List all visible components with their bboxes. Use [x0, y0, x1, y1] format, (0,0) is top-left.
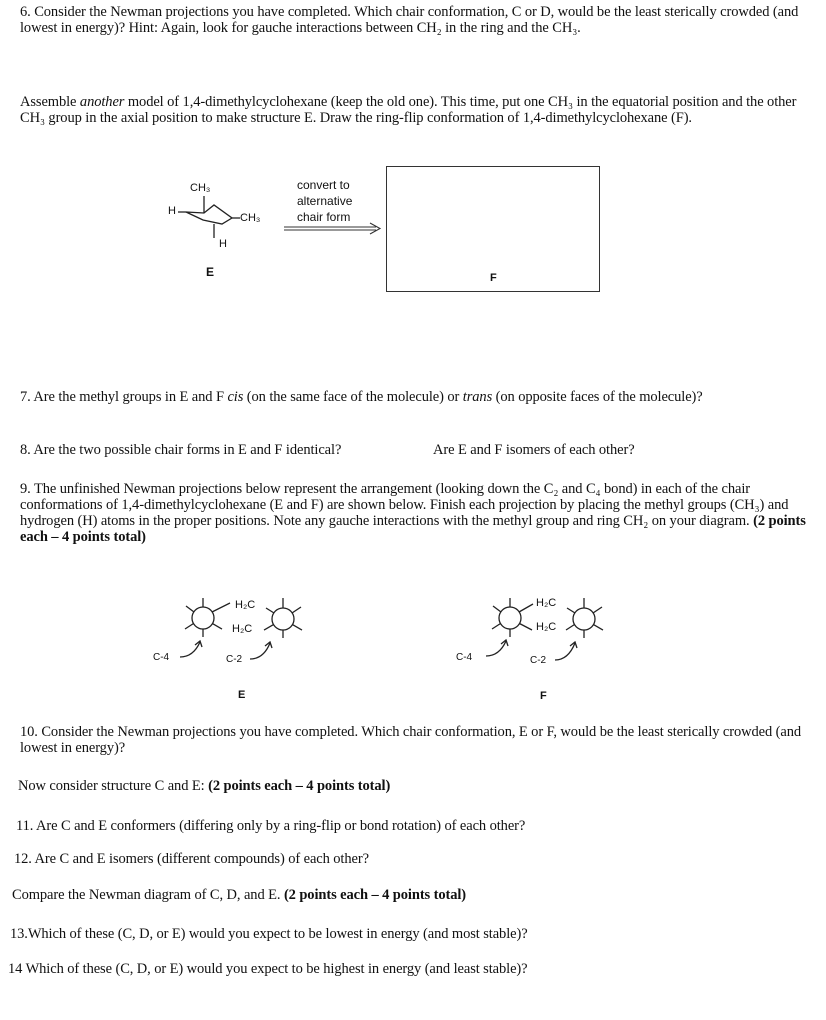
q12-text: 12. Are C and E isomers (different compounds) of each other?: [14, 851, 369, 867]
newman-e-c2: C-2: [226, 654, 243, 665]
structure-f-label: F: [490, 272, 497, 284]
q9-points: (2 points each – 4 points total): [20, 513, 806, 545]
compare-points: (2 points each – 4 points total): [283, 887, 467, 903]
question-7: [20, 389, 810, 405]
question-9: [20, 481, 810, 545]
q7-cis: cis: [227, 389, 244, 405]
newman-f-c4: C-4: [456, 652, 473, 663]
convert-line-1: convert to: [297, 178, 350, 192]
q13-text: 13.Which of these (C, D, or E) would you expect to be lowest in energy (and most stable)?: [10, 926, 528, 942]
q7-text-3: (on opposite faces of the molecule)?: [492, 389, 703, 405]
compare-text: Compare the Newman diagram of C, D, and E.: [12, 887, 284, 903]
now-consider-points: (2 points each – 4 points total): [208, 778, 391, 794]
e-h-left: H: [168, 205, 176, 217]
newman-f-h2c-bottom: H₂C: [536, 621, 557, 633]
question-14: [8, 961, 798, 977]
newman-e-h2c-bottom: H₂C: [232, 623, 253, 635]
assemble-emphasis: another: [79, 94, 125, 110]
q14-text: 14 Which of these (C, D, or E) would you expect to be highest in energy (and least stable)?: [8, 961, 528, 977]
newman-f-h2c-top: H₂C: [536, 597, 557, 609]
e-h-bottom: H: [219, 238, 227, 250]
now-consider-text: Now consider structure C and E:: [18, 778, 209, 794]
assemble-text-end: model of 1,4-dimethylcyclohexane (keep the old one). This time, put one CH₃ in the equatorial position and the other CH₃ group in the axial position to make structure E. Draw the ring-flip conformation of 1,4-dimethylcyclohexane (F).: [20, 94, 797, 126]
question-10: [20, 724, 810, 756]
structure-e-label: E: [206, 265, 215, 279]
question-12: [14, 851, 804, 867]
q7-text-1: 7. Are the methyl groups in E and F: [20, 389, 228, 405]
q8-right: Are E and F isomers of each other?: [433, 442, 635, 458]
convert-label: [297, 177, 352, 225]
q10-text: 10. Consider the Newman projections you have completed. Which chair conformation, E or F, would be the least sterically crowded (and lowest in energy)?: [20, 724, 802, 756]
e-ch3-right: CH₃: [240, 212, 261, 224]
q7-trans: trans: [462, 389, 493, 405]
convert-line-3: chair form: [297, 210, 351, 224]
question-13: [10, 926, 800, 942]
compare: [12, 887, 802, 903]
q8-left: 8. Are the two possible chair forms in E and F identical?: [20, 442, 342, 458]
question-6: [20, 4, 810, 36]
assemble-text-start: Assemble: [20, 94, 80, 110]
question-8-right: [433, 442, 813, 458]
convert-line-2: alternative: [297, 194, 353, 208]
question-6-text: 6. Consider the Newman projections you have completed. Which chair conformation, C or D, would be the least sterically crowded (and lowest in energy)? Hint: Again, look for gauche interactions between CH₂ in the ring and the CH₃.: [20, 4, 799, 36]
e-ch3-top: CH₃: [190, 182, 211, 194]
q7-text-2: (on the same face of the molecule) or: [243, 389, 463, 405]
question-11: [16, 818, 806, 834]
q11-text: 11. Are C and E conformers (differing only by a ring-flip or bond rotation) of each other?: [16, 818, 526, 834]
newman-f-c2: C-2: [530, 655, 547, 666]
newman-e-h2c-top: H₂C: [235, 599, 256, 611]
assemble-instructions: [20, 94, 810, 126]
newman-f-label: F: [540, 690, 547, 702]
now-consider: [18, 778, 808, 794]
newman-e-label: E: [238, 689, 246, 701]
newman-e-c4: C-4: [153, 652, 170, 663]
q9-text: 9. The unfinished Newman projections below represent the arrangement (looking down the C₂ and C₄ bond) in each of the chair conformations of 1,4-dimethylcyclohexane (E and F) are shown below. Finish each projection by placing the methyl groups (CH₃) and hydrogen (H) atoms in the proper positions. Note any gauche interactions with the methyl group and ring CH₂ on your diagram.: [20, 481, 789, 529]
